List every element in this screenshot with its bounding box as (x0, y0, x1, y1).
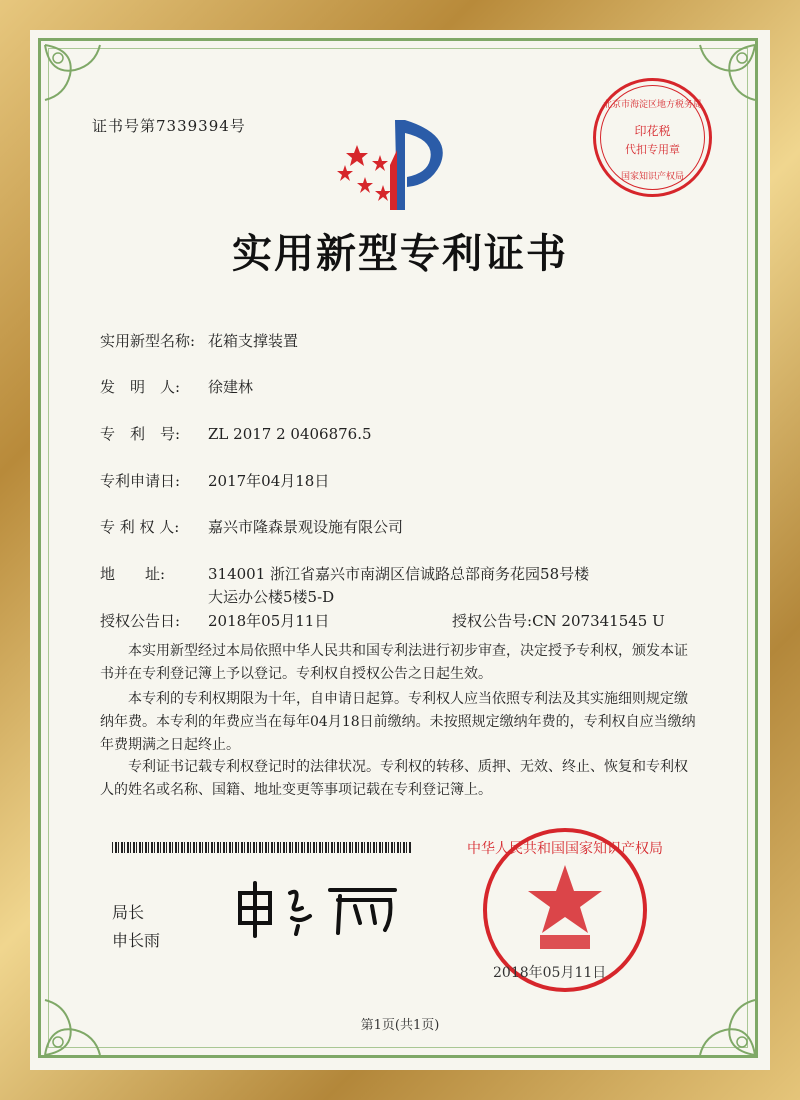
stamp-bottom-text: 国家知识产权局 (620, 172, 685, 182)
field-label: 专 利 权 人: (100, 518, 180, 536)
seal-text: 中华人民共和国国家知识产权局 (467, 841, 663, 857)
field-grant-date (100, 610, 329, 631)
field-owner (100, 516, 403, 537)
field-value: CN 207341545 U (532, 612, 665, 630)
field-value: 2017年04月18日 (208, 472, 330, 490)
paragraph-3: 专利证书记载专利权登记时的法律状况。专利权的转移、质押、无效、终止、恢复和专利权人的姓名或名称、国籍、地址变更等事项记载在专利登记簿上。 (100, 759, 688, 798)
field-apply-date (100, 470, 329, 491)
field-label: 授权公告号: (452, 612, 533, 630)
field-label: 发 明 人: (100, 378, 181, 396)
field-address (100, 563, 589, 584)
field-label: 专 利 号: (100, 425, 181, 443)
paragraph-2: 本专利的专利权期限为十年，自申请日起算。专利权人应当依照专利法及其实施细则规定缴纳年费。本专利的年费应当在每年04月18日前缴纳。未按照规定缴纳年费的，专利权自应当缴纳年费期满之日起终止。 (100, 691, 696, 753)
field-value: ZL 2017 2 0406876.5 (208, 425, 372, 443)
page-footer: 第1页(共1页) (360, 1018, 440, 1033)
field-value: 嘉兴市隆森景观设施有限公司 (208, 518, 404, 536)
patent-office-logo-icon (335, 115, 455, 215)
certificate-number: 证书号第7339394号 (92, 117, 246, 135)
stamp-top-text: 北京市海淀区地方税务局 (602, 100, 703, 110)
stamp-mid-text1: 印花税 (634, 124, 671, 138)
barcode (112, 842, 412, 853)
field-value: 徐建林 (208, 378, 254, 396)
seal-date: 2018年05月11日 (493, 965, 607, 981)
director-title: 局长 (112, 903, 145, 922)
field-label: 专利申请日: (100, 472, 181, 490)
field-name (100, 330, 298, 351)
stamp-mid-text2: 代扣专用章 (625, 143, 680, 156)
field-patent-no (100, 423, 372, 444)
field-inventor (100, 376, 253, 397)
signature-icon (230, 878, 410, 938)
tax-stamp-icon (590, 75, 715, 200)
field-label: 地 址: (100, 565, 166, 583)
paragraph-1: 本实用新型经过本局依照中华人民共和国专利法进行初步审查，决定授予专利权，颁发本证书并在专利登记簿上予以登记。专利权自授权公告之日起生效。 (100, 643, 688, 682)
field-value: 2018年05月11日 (208, 612, 330, 630)
field-value: 314001 浙江省嘉兴市南湖区信诚路总部商务花园58号楼 (208, 565, 590, 583)
field-label: 实用新型名称: (100, 332, 196, 350)
corner-ornament-icon (40, 40, 110, 110)
director-name: 申长雨 (112, 931, 161, 950)
field-grant-no (452, 610, 665, 631)
page-title: 实用新型专利证书 (232, 230, 568, 277)
field-value: 花箱支撑装置 (208, 332, 299, 350)
field-label: 授权公告日: (100, 612, 181, 630)
field-address-line2: 大运办公楼5楼5-D (208, 588, 335, 606)
